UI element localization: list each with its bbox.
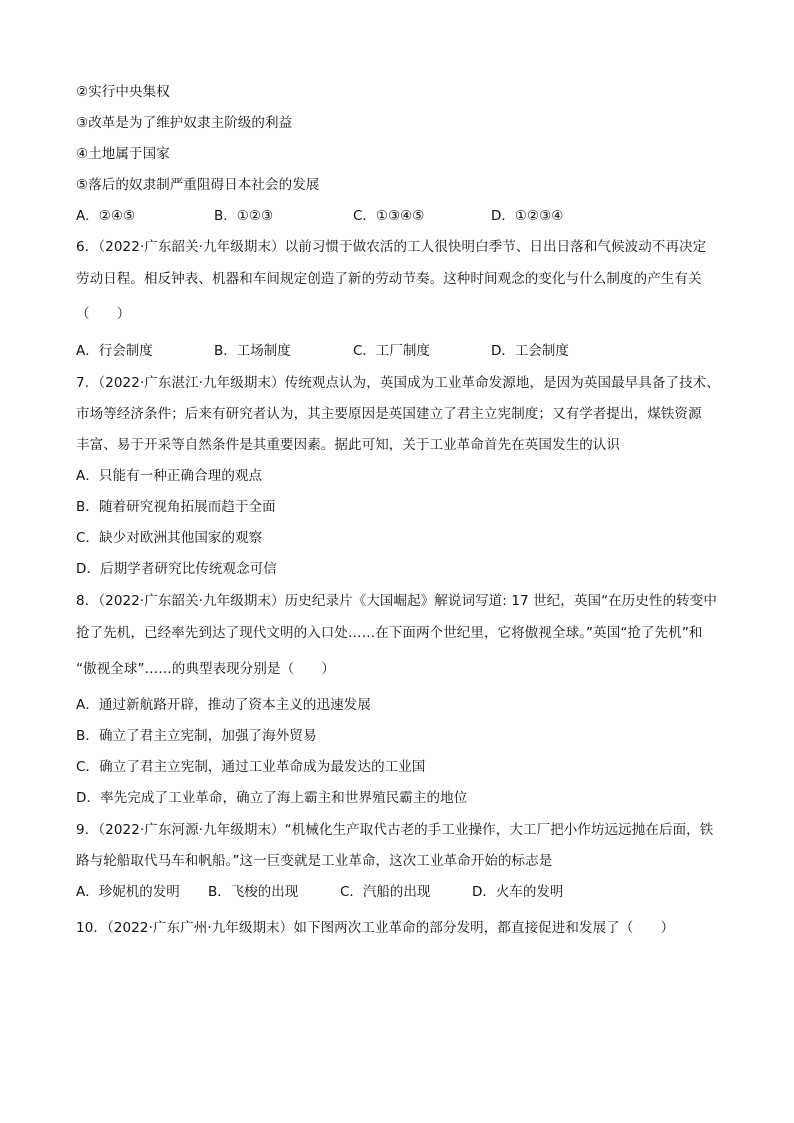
q8-option-d: D．率先完成了工业革命，确立了海上霸主和世界殖民霸主的地位	[76, 790, 468, 806]
option-c: C．汽船的出现	[340, 884, 431, 900]
option-d: D．工会制度	[491, 343, 569, 359]
option-a: A．珍妮机的发明	[76, 884, 180, 900]
q7-option-a: A．只能有一种正确合理的观点	[76, 468, 263, 484]
q7-option-b: B．随着研究视角拓展而趋于全面	[76, 499, 276, 515]
q8-stem-line-2: 抢了先机，已经率先到达了现代文明的入口处……在下面两个世纪里，它将傲视全球。”英国“抢了先机”和	[76, 625, 703, 641]
q8-option-a: A．通过新航路开辟，推动了资本主义的迅速发展	[76, 697, 371, 713]
q6-stem-line-1: 6．（2022·广东韶关·九年级期末）以前习惯于做农活的工人很快明白季节、日出日落和气候波动不再决定	[76, 239, 707, 255]
option-c: C．①③④⑤	[353, 208, 425, 224]
q10-stem-line-1: 10．（2022·广东广州·九年级期末）如下图两次工业革命的部分发明，都直接促进和发展了（ ）	[76, 920, 675, 936]
q7-option-c: C．缺少对欧洲其他国家的观察	[76, 530, 263, 546]
q8-stem-line-3: “傲视全球”……的典型表现分别是（ ）	[76, 661, 335, 677]
option-b: B．飞梭的出现	[208, 884, 299, 900]
option-d: D．①②③④	[491, 208, 564, 224]
option-c: C．工厂制度	[353, 343, 430, 359]
q7-stem-line-2: 市场等经济条件；后来有研究者认为，其主要原因是英国建立了君主立宪制度；又有学者提出，煤铁资源	[76, 406, 702, 422]
option-d: D．火车的发明	[472, 884, 564, 900]
q6-answer-blank: （ ）	[76, 306, 131, 322]
option-a: A．行会制度	[76, 343, 153, 359]
q7-stem-line-3: 丰富、易于开采等自然条件是其重要因素。据此可知，关于工业革命首先在英国发生的认识	[76, 437, 620, 453]
statement-5: ⑤落后的奴隶制严重阻碍日本社会的发展	[76, 177, 320, 193]
q7-option-d: D．后期学者研究比传统观念可信	[76, 561, 277, 577]
q9-stem-line-1: 9．（2022·广东河源·九年级期末）“机械化生产取代古老的手工业操作，大工厂把小作坊远远抛在后面，铁	[76, 822, 714, 838]
statement-4: ④土地属于国家	[76, 146, 170, 162]
q8-option-c: C．确立了君主立宪制，通过工业革命成为最发达的工业国	[76, 759, 426, 775]
statement-3: ③改革是为了维护奴隶主阶级的利益	[76, 115, 293, 131]
option-b: B．①②③	[214, 208, 274, 224]
q8-stem-line-1: 8．（2022·广东韶关·九年级期末）历史纪录片《大国崛起》解说词写道: 17 世纪，英国“在历史性的转变中	[76, 593, 717, 609]
statement-2: ②实行中央集权	[76, 84, 170, 100]
q7-stem-line-1: 7．（2022·广东湛江·九年级期末）传统观点认为，英国成为工业革命发源地，是因为英国最早具备了技术、	[76, 375, 720, 391]
q6-stem-line-2: 劳动日程。相反钟表、机器和车间规定创造了新的劳动节奏。这种时间观念的变化与什么制度的产生有关	[76, 271, 702, 287]
q9-stem-line-2: 路与轮船取代马车和帆船。”这一巨变就是工业革命，这次工业革命开始的标志是	[76, 853, 553, 869]
option-b: B．工场制度	[214, 343, 291, 359]
q8-option-b: B．确立了君主立宪制，加强了海外贸易	[76, 728, 317, 744]
option-a: A．②④⑤	[76, 208, 136, 224]
